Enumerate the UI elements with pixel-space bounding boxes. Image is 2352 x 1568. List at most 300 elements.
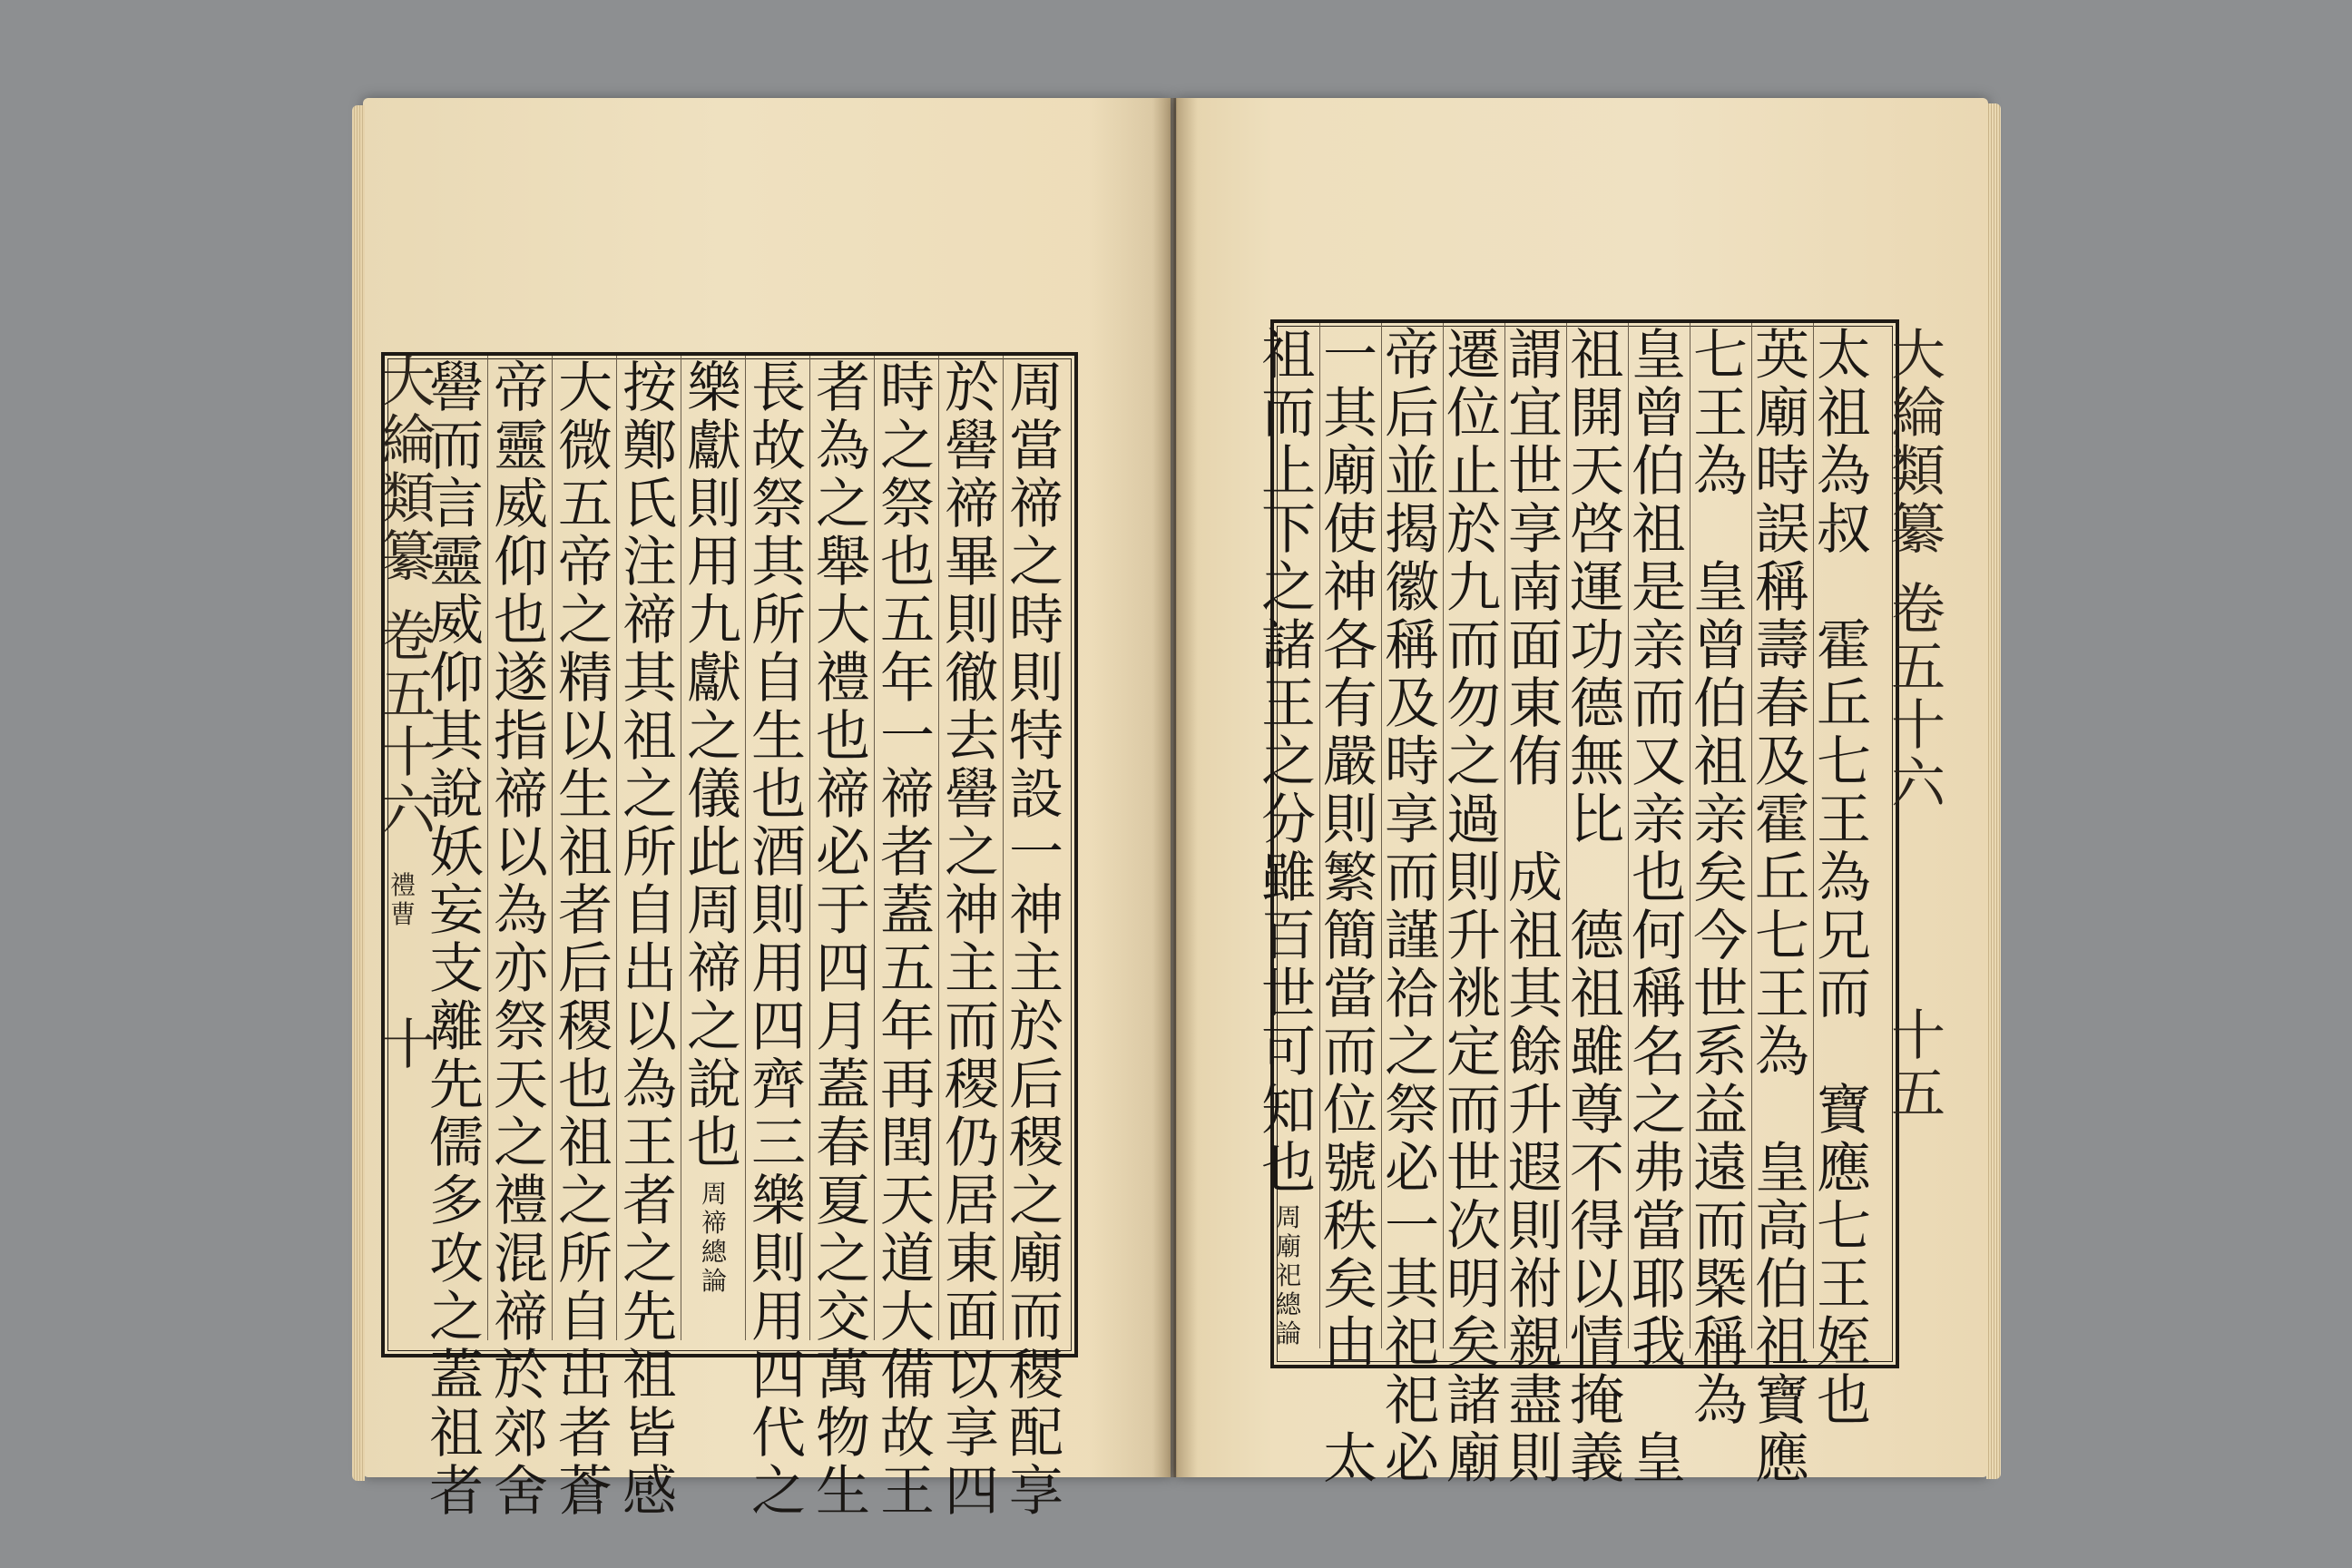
glyph: 祖 [622,705,677,769]
glyph: 七 [1817,1195,1871,1259]
glyph: 仰 [429,647,484,710]
glyph: 自 [558,1286,612,1349]
glyph [1753,1082,1811,1140]
glyph: 之 [880,415,935,478]
column-rule [1443,323,1444,1348]
glyph: 廟 [1755,382,1809,446]
left-text-column [492,357,550,1524]
left-text-column [1007,357,1065,1524]
glyph: 勿 [1446,672,1501,736]
glyph: 之 [1009,1170,1063,1233]
glyph [1321,1372,1379,1430]
glyph: 十 [1891,694,1945,758]
glyph: 徹 [945,647,999,710]
glyph: 后 [1009,1054,1063,1117]
glyph: 大 [381,351,436,415]
glyph: 而 [1385,847,1439,910]
glyph: 次 [1446,1195,1501,1259]
glyph: 為 [816,415,870,478]
glyph: 微 [558,415,612,478]
glyph: 祔 [1508,1253,1563,1317]
glyph: 者 [816,357,870,420]
glyph: 而 [1446,614,1501,678]
glyph: 設 [1009,763,1063,827]
glyph: 則 [1508,1427,1563,1491]
glyph: 寶 [1755,1369,1809,1433]
glyph: 叔 [1817,498,1871,562]
left-text-column [556,357,614,1524]
glyph: 也 [687,1112,741,1175]
glyph: 四 [945,1460,999,1524]
glyph: 禘 [622,589,677,652]
column-rule [1751,323,1752,1348]
glyph: 謂 [1508,324,1563,387]
glyph: 皇 [1755,1137,1809,1200]
glyph: 七 [1693,324,1748,387]
glyph: 徽 [1385,556,1439,620]
glyph: 妄 [429,879,484,943]
glyph: 祭 [1385,1079,1439,1142]
glyph: 精 [558,647,612,710]
glyph: 上 [1261,440,1316,504]
glyph: 稷 [1009,1112,1063,1175]
glyph: 自 [622,879,677,943]
glyph: 先 [429,1054,484,1117]
glyph: 大 [816,589,870,652]
glyph: 攻 [429,1228,484,1291]
glyph: 者 [558,879,612,943]
glyph: 矣 [1323,1253,1377,1317]
glyph: 仰 [494,531,548,594]
glyph: 祖 [1693,730,1748,794]
glyph: 則 [687,473,741,536]
glyph: 於 [1009,995,1063,1059]
glyph: 王 [622,1112,677,1175]
glyph: 此 [687,821,741,885]
glyph: 鄭 [622,415,677,478]
glyph: 盡 [1508,1369,1563,1433]
right-text-column [1568,324,1626,1491]
glyph: 主 [945,937,999,1001]
glyph: 掩 [1570,1369,1624,1433]
glyph: 三 [751,1112,806,1175]
glyph: 配 [1009,1402,1063,1465]
right-text-column [1630,324,1688,1491]
column-rule [1003,356,1004,1340]
glyph: 壽 [1755,614,1809,678]
left-text-column [943,357,1001,1524]
right-text-column [1445,324,1503,1491]
glyph: 霍 [1755,789,1809,852]
glyph: 名 [1632,1021,1686,1084]
glyph: 舍 [494,1460,548,1524]
glyph: 並 [1385,440,1439,504]
glyph: 也 [1632,847,1686,910]
glyph: 之 [1632,1079,1686,1142]
glyph: 則 [1323,789,1377,852]
glyph: 槩 [1693,1253,1748,1317]
glyph: 德 [1570,672,1624,736]
glyph: 郊 [494,1402,548,1465]
glyph: 之 [687,995,741,1059]
glyph: 而 [1261,382,1316,446]
glyph: 為 [494,879,548,943]
glyph: 蓋 [880,879,935,943]
glyph: 靈 [429,531,484,594]
glyph: 類 [381,467,436,531]
glyph: 皇 [1632,324,1686,387]
left-text-column [814,357,872,1524]
glyph: 出 [558,1344,612,1407]
glyph: 祭 [494,995,548,1059]
glyph: 百 [1261,905,1316,968]
glyph: 應 [1817,1137,1871,1200]
glyph: 之 [1009,531,1063,594]
glyph: 禮 [494,1170,548,1233]
column-rule [745,356,746,1340]
glyph: 面 [1508,614,1563,678]
glyph: 諸 [1446,1369,1501,1433]
glyph: 按 [622,357,677,420]
glyph: 祖 [558,1112,612,1175]
column-rule [1381,323,1382,1348]
glyph: 王 [1817,789,1871,852]
glyph: 稱 [1385,614,1439,678]
glyph: 禘 [701,1208,727,1238]
glyph: 我 [1632,1311,1686,1375]
glyph: 可 [1261,1021,1316,1084]
glyph: 卷 [1891,578,1945,642]
glyph: 位 [1323,1079,1377,1142]
left-margin-title [379,351,437,589]
glyph: 稱 [1755,556,1809,620]
glyph: 享 [1508,498,1563,562]
glyph: 總 [1275,1289,1301,1319]
glyph: 禘 [945,473,999,536]
glyph: 德 [1570,905,1624,968]
left-interlinear-note [700,1180,729,1296]
glyph: 之 [816,1228,870,1291]
glyph: 五 [381,663,436,727]
glyph: 英 [1755,324,1809,387]
left-margin-volume [379,605,437,843]
glyph: 其 [1508,963,1563,1026]
glyph: 親 [1508,1311,1563,1375]
glyph: 之 [622,1228,677,1291]
right-text-column [1506,324,1564,1491]
glyph: 一 [1009,821,1063,885]
right-text-column [1815,324,1873,1433]
glyph: 四 [751,1344,806,1407]
book-gutter [1152,98,1198,1477]
glyph: 禘 [816,763,870,827]
glyph: 道 [880,1228,935,1291]
glyph: 為 [1693,1369,1748,1433]
right-margin-leaf [1889,1004,1947,1126]
glyph: 混 [494,1228,548,1291]
glyph: 之 [687,705,741,769]
glyph: 齊 [751,1054,806,1117]
glyph: 享 [1385,789,1439,852]
glyph: 綸 [1891,382,1945,446]
glyph: 揭 [1385,498,1439,562]
glyph: 以 [945,1344,999,1407]
glyph: 威 [429,589,484,652]
column-rule [809,356,810,1340]
glyph: 再 [880,1054,935,1117]
glyph: 運 [1570,556,1624,620]
glyph: 止 [1446,440,1501,504]
glyph: 霍 [1817,614,1871,678]
glyph: 年 [880,995,935,1059]
glyph: 是 [1632,556,1686,620]
glyph: 也 [494,589,548,652]
glyph: 祖 [1508,905,1563,968]
glyph: 必 [816,821,870,885]
glyph: 則 [751,1228,806,1291]
glyph: 也 [816,705,870,769]
glyph: 以 [1570,1253,1624,1317]
right-text-column [1383,324,1441,1491]
glyph: 離 [429,995,484,1059]
glyph: 今 [1693,905,1748,968]
glyph: 則 [1508,1195,1563,1259]
glyph: 樂 [751,1170,806,1233]
right-text-column [1321,324,1379,1491]
glyph: 南 [1508,556,1563,620]
glyph: 長 [751,357,806,420]
glyph: 祫 [1385,963,1439,1026]
glyph: 亲 [1632,789,1686,852]
left-text-column [685,357,743,1175]
glyph: 丘 [1755,847,1809,910]
glyph: 九 [687,589,741,652]
left-text-column [878,357,936,1524]
glyph: 類 [1891,440,1945,504]
glyph: 號 [1323,1137,1377,1200]
column-rule [938,356,939,1340]
glyph: 祖 [1570,963,1624,1026]
glyph: 蓋 [429,1344,484,1407]
glyph: 主 [1009,937,1063,1001]
glyph: 帝 [494,357,548,420]
glyph: 下 [1261,498,1316,562]
glyph: 畢 [945,531,999,594]
glyph: 四 [751,995,806,1059]
glyph: 為 [1817,440,1871,504]
right-margin-title [1889,324,1947,562]
glyph: 之 [945,821,999,885]
glyph: 嚴 [1323,730,1377,794]
glyph: 伯 [1755,1253,1809,1317]
glyph: 曹 [389,899,416,929]
glyph: 儀 [687,763,741,827]
glyph: 矣 [1693,847,1748,910]
glyph: 無 [1570,730,1624,794]
glyph: 故 [880,1402,935,1465]
glyph: 祀 [1385,1369,1439,1433]
glyph: 義 [1570,1427,1624,1491]
glyph: 皇 [1632,1427,1686,1491]
glyph [1630,1372,1688,1430]
glyph: 居 [945,1170,999,1233]
glyph: 皆 [622,1402,677,1465]
glyph: 故 [751,415,806,478]
glyph: 而 [1446,1079,1501,1142]
glyph: 之 [558,1170,612,1233]
glyph: 丘 [1817,672,1871,736]
glyph: 一 [1323,324,1377,387]
glyph: 定 [1446,1021,1501,1084]
glyph: 用 [751,1286,806,1349]
glyph: 各 [1323,614,1377,678]
glyph: 祭 [751,473,806,536]
glyph: 生 [751,705,806,769]
glyph: 物 [816,1402,870,1465]
glyph: 月 [816,995,870,1059]
glyph: 祖 [558,821,612,885]
glyph: 雖 [1570,1021,1624,1084]
left-text-column [750,357,808,1524]
glyph: 遂 [494,647,548,710]
glyph: 以 [558,705,612,769]
glyph: 遠 [1693,1137,1748,1200]
glyph: 祭 [880,473,935,536]
glyph: 閏 [880,1112,935,1175]
glyph: 綸 [381,409,436,473]
glyph: 其 [429,705,484,769]
glyph: 享 [945,1402,999,1465]
glyph: 啓 [1570,498,1624,562]
column-rule [1319,323,1320,1348]
glyph: 天 [1570,440,1624,504]
glyph: 嚳 [945,763,999,827]
glyph: 感 [622,1460,677,1524]
column-rule [1566,323,1567,1348]
glyph: 分 [1261,789,1316,852]
glyph: 靈 [494,415,548,478]
glyph: 四 [816,937,870,1001]
glyph: 時 [1755,440,1809,504]
glyph: 者 [880,821,935,885]
glyph: 嚳 [945,415,999,478]
glyph: 威 [494,473,548,536]
glyph: 獻 [687,647,741,710]
glyph: 酒 [751,821,806,885]
glyph: 其 [1385,1253,1439,1317]
glyph: 夏 [816,1170,870,1233]
glyph: 於 [945,357,999,420]
glyph: 五 [880,589,935,652]
glyph: 蒼 [558,1460,612,1524]
glyph: 于 [816,879,870,943]
glyph: 情 [1570,1311,1624,1375]
glyph: 世 [1261,963,1316,1026]
glyph [1815,1024,1873,1082]
glyph: 嚳 [429,357,484,420]
glyph: 及 [1385,672,1439,736]
glyph: 七 [1755,905,1809,968]
glyph: 者 [429,1460,484,1524]
glyph: 而 [429,415,484,478]
glyph: 周 [1009,357,1063,420]
glyph: 神 [1323,556,1377,620]
glyph: 太 [1323,1427,1377,1491]
glyph: 王 [1693,382,1748,446]
glyph: 后 [1385,382,1439,446]
glyph: 也 [1817,1369,1871,1433]
glyph: 姪 [1817,1311,1871,1375]
glyph: 比 [1570,789,1624,852]
glyph: 開 [1570,382,1624,446]
glyph: 六 [381,779,436,843]
glyph: 祖 [1755,1311,1809,1375]
glyph: 祖 [1261,324,1316,387]
glyph: 其 [622,647,677,710]
glyph: 稷 [945,1054,999,1117]
glyph: 益 [1693,1079,1748,1142]
glyph: 生 [558,763,612,827]
glyph: 矣 [1446,1311,1501,1375]
glyph: 周 [687,879,741,943]
glyph: 大 [558,357,612,420]
glyph: 其 [751,531,806,594]
column-rule [1628,323,1629,1348]
glyph: 十 [381,1014,436,1077]
glyph: 王 [1755,963,1809,1026]
glyph: 自 [751,647,806,710]
glyph: 六 [1891,752,1945,816]
glyph: 為 [1755,1021,1809,1084]
glyph: 說 [687,1054,741,1117]
glyph: 祖 [429,1402,484,1465]
glyph: 於 [1446,498,1501,562]
glyph: 為 [622,1054,677,1117]
glyph: 禮 [389,870,416,900]
glyph: 廟 [1275,1231,1301,1261]
glyph: 其 [1323,382,1377,446]
glyph: 廟 [1446,1427,1501,1491]
glyph: 謹 [1385,905,1439,968]
glyph: 年 [880,647,935,710]
glyph: 之 [429,1286,484,1349]
glyph: 氏 [622,473,677,536]
glyph: 之 [751,1460,806,1524]
column-rule [487,356,488,1340]
glyph: 仍 [945,1112,999,1175]
glyph: 祖 [1570,324,1624,387]
glyph: 必 [1385,1427,1439,1491]
glyph: 萬 [816,1344,870,1407]
glyph: 之 [558,589,612,652]
column-rule [874,356,875,1340]
glyph: 過 [1446,789,1501,852]
glyph: 曾 [1693,614,1748,678]
glyph: 祖 [622,1344,677,1407]
glyph: 稱 [1693,1311,1748,1375]
glyph: 特 [1009,705,1063,769]
glyph: 享 [1009,1460,1063,1524]
glyph: 纂 [381,525,436,589]
glyph: 而 [1009,1286,1063,1349]
glyph: 五 [1891,636,1945,700]
column-rule [1813,323,1814,1348]
glyph: 天 [880,1170,935,1233]
glyph: 而 [945,995,999,1059]
glyph: 當 [1323,963,1377,1026]
glyph: 功 [1570,614,1624,678]
glyph: 祧 [1446,963,1501,1026]
